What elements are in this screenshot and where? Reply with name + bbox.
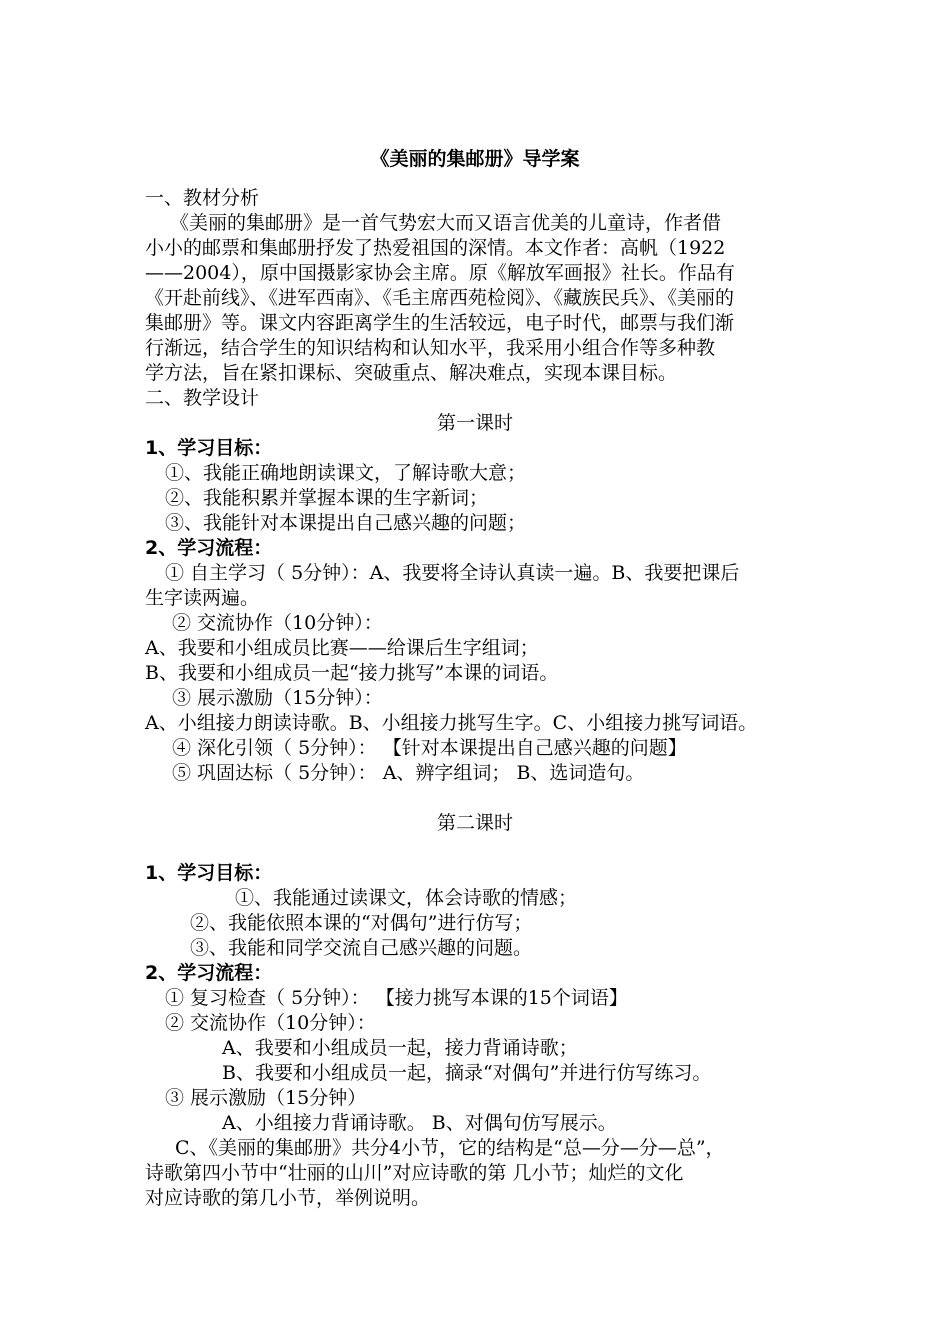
lesson1-goal-2: ②、我能积累并掌握本课的生字新词； <box>165 487 489 509</box>
lesson1-flow-line-4: A、我要和小组成员比赛——给课后生字组词； <box>145 637 539 659</box>
lesson2-flow-heading: 2、学习流程： <box>145 962 273 984</box>
lesson2-flow-line-7: C、《美丽的集邮册》共分4小节，它的结构是“总—分—分—总”， <box>175 1137 725 1159</box>
lesson2-flow-line-5: ③ 展示激励（15分钟） <box>165 1087 367 1109</box>
lesson2-goal-2: ②、我能依照本课的“对偶句”进行仿写； <box>190 912 533 934</box>
lesson2-flow-line-4: B、我要和小组成员一起，摘录“对偶句”并进行仿写练习。 <box>222 1062 712 1084</box>
analysis-line-5: 集邮册》等。课文内容距离学生的生活较远，电子时代，邮票与我们渐 <box>145 312 735 334</box>
lesson1-flow-line-9: ⑤ 巩固达标（ 5分钟）： A、辨字组词； B、选词造句。 <box>172 762 645 784</box>
lesson1-flow-line-6: ③ 展示激励（15分钟）： <box>172 687 383 709</box>
lesson1-flow-line-5: B、我要和小组成员一起“接力挑写”本课的词语。 <box>145 662 559 684</box>
lesson1-goals-heading: 1、学习目标： <box>145 437 273 459</box>
page-title: 《美丽的集邮册》导学案 <box>370 148 580 170</box>
lesson1-flow-line-7: A、小组接力朗读诗歌。B、小组接力挑写生字。C、小组接力挑写词语。 <box>145 712 758 734</box>
lesson2-flow-line-1: ① 复习检查（ 5分钟）： 【接力挑写本课的15个词语】 <box>165 987 628 1009</box>
analysis-line-4: 《开赴前线》、《进军西南》、《毛主席西苑检阅》、《藏族民兵》、《美丽的 <box>145 287 735 309</box>
section-heading-analysis: 一、教材分析 <box>145 187 260 209</box>
lesson1-flow-line-1: ① 自主学习（ 5分钟）：A、我要将全诗认真读一遍。B、我要把课后 <box>165 562 740 584</box>
analysis-line-2: 小小的邮票和集邮册抒发了热爱祖国的深情。本文作者：高帆（1922 <box>145 237 726 259</box>
lesson2-flow-line-9: 对应诗歌的第几小节，举例说明。 <box>145 1187 431 1209</box>
lesson1-goal-1: ①、我能正确地朗读课文，了解诗歌大意； <box>165 462 527 484</box>
lesson1-flow-line-2: 生字读两遍。 <box>145 587 260 609</box>
lesson1-flow-heading: 2、学习流程： <box>145 537 273 559</box>
lesson2-flow-line-6: A、小组接力背诵诗歌。 B、对偶句仿写展示。 <box>222 1112 617 1134</box>
analysis-line-6: 行渐远，结合学生的知识结构和认知水平，我采用小组合作等多种教 <box>145 337 716 359</box>
lesson2-title: 第二课时 <box>436 812 513 834</box>
lesson2-goals-heading: 1、学习目标： <box>145 862 273 884</box>
analysis-line-7: 学方法，旨在紧扣课标、突破重点、解决难点，实现本课目标。 <box>145 362 678 384</box>
lesson1-goal-3: ③、我能针对本课提出自己感兴趣的问题； <box>165 512 527 534</box>
analysis-line-3: ——2004），原中国摄影家协会主席。原《解放军画报》社长。作品有 <box>145 262 735 284</box>
lesson2-flow-line-3: A、我要和小组成员一起，接力背诵诗歌； <box>222 1037 578 1059</box>
lesson1-flow-line-8: ④ 深化引领（ 5分钟）： 【针对本课提出自己感兴趣的问题】 <box>172 737 687 759</box>
lesson2-flow-line-8: 诗歌第四小节中“壮丽的山川”对应诗歌的第 几小节；灿烂的文化 <box>145 1162 684 1184</box>
lesson2-goal-1: ①、我能通过读课文，体会诗歌的情感； <box>235 887 578 909</box>
lesson1-flow-line-3: ② 交流协作（10分钟）： <box>172 612 383 634</box>
lesson1-title: 第一课时 <box>436 412 513 434</box>
analysis-line-1: 《美丽的集邮册》是一首气势宏大而又语言优美的儿童诗，作者借 <box>170 212 722 234</box>
section-heading-design: 二、教学设计 <box>145 387 260 409</box>
lesson2-goal-3: ③、我能和同学交流自己感兴趣的问题。 <box>190 937 533 959</box>
lesson2-flow-line-2: ② 交流协作（10分钟）： <box>165 1012 376 1034</box>
